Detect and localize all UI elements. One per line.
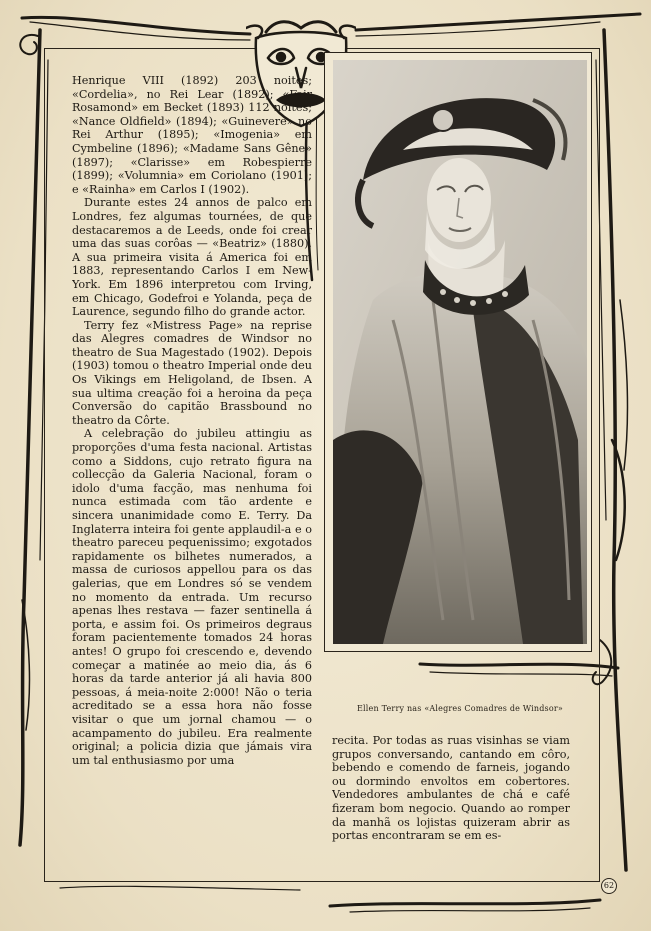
- portrait-photo: [333, 60, 587, 644]
- article-paragraph: Durante estes 24 annos de palco em Londres, fez algumas tournées, de que destacaremos a de Leeds, onde foi crear uma das suas corôas — «Beatriz» (1880). A sua primeira visita á America foi em 1883, representando Carlos I em New-York. Em 1896 interpretou com Irving, em Chicago, Godefroi e Yolanda, peça de Laurence, segundo filho do grande actor.: [72, 196, 312, 319]
- page-number: 62: [601, 878, 617, 894]
- article-paragraph: Terry fez «Mistress Page» na reprise das Alegres comadres de Windsor no theatro de Sua Magestado (1902). Depois (1903) tomou o theatro Imperial onde deu Os Vikings em Heligoland, de Ibsen. A sua ultima creação foi a heroina da peça Conversão do capitão Brassbound no theatro da Côrte.: [72, 318, 312, 427]
- portrait-illustration: [333, 60, 587, 644]
- article-column-left: [72, 74, 312, 844]
- article-paragraph: A celebração do jubileu attingiu as proporções d'uma festa nacional. Artistas como a Siddons, cujo retrato figura na collecção da Galeria Nacional, foram o idolo d'uma facção, mas nenhuma foi nunca estimada com tão ardente e sincera unanimidade como E. Terry. Da Inglaterra inteira foi gente applaudil-a e o theatro pareceu pequenissimo; exgotados rapidamente os bilhetes numerados, a massa de curiosos appellou para os das galerias, que em Londres só se vendem no momento da entrada. Um recurso apenas lhes restava — fazer sentinella á porta, e assim foi. Os primeiros degraus foram pacientemente tomados 24 horas antes! O grupo foi crescendo e, devendo começar a matinée ao meio dia, ás 6 horas da tarde anterior já ali havia 800 pessoas, á meia-noite 2:000! Não o teria acreditado se a essa hora não fosse visitar o que um jornal chamou — o acampamento do jubileu. Era realmente original; a policia dizia que jámais vira um tal enthusiasmo por uma: [72, 427, 312, 767]
- article-column-right: [332, 734, 570, 844]
- article-paragraph: Henrique VIII (1892) 203 noites; «Cordelia», no Rei Lear (1892); «Fair Rosamond» em Becket (1893) 112 noites; «Nance Oldfield» (1894); «Guinevere» no Rei Arthur (1895); «Imogenia» em Cymbeline (1896); «Madame Sans Gêne» (1897); «Clarisse» em Robespierre (1899); «Volumnia» em Coriolano (1901); e «Rainha» em Carlos I (1902).: [72, 74, 312, 196]
- article-continuation: recita. Por todas as ruas visinhas se viam grupos conversando, cantando em côro, bebendo e comendo de farneis, jogando ou dormindo envoltos em cobertores. Vendedores ambulantes de chá e café fizeram bom negocio. Quando ao romper da manhã os lojistas quizeram abrir as portas encontraram se em es-: [332, 734, 570, 843]
- photo-caption: Ellen Terry nas «Alegres Comadres de Windsor»: [357, 704, 563, 713]
